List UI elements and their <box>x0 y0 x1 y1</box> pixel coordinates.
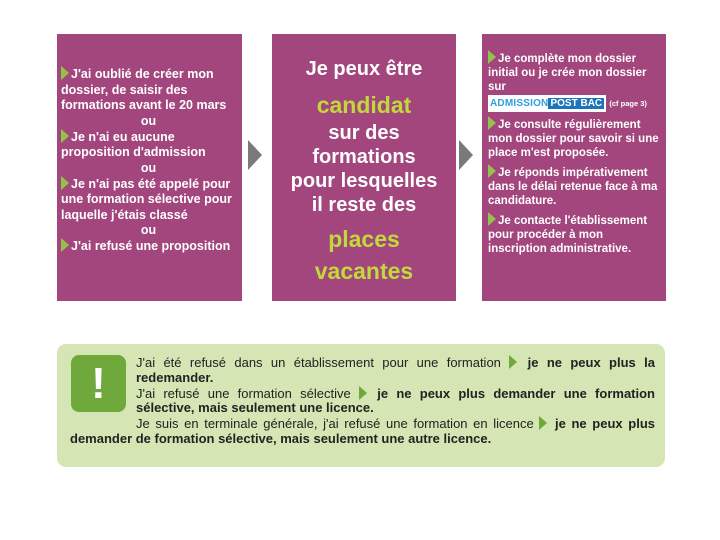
arrow-bullet-icon <box>61 176 69 190</box>
or-separator: ou <box>140 113 157 128</box>
arrow-bullet-icon <box>488 116 496 130</box>
note-sentence: J'ai refusé une formation sélective <box>136 385 351 401</box>
arrow-bullet-icon <box>61 66 69 80</box>
arrow-bullet-icon <box>359 386 367 400</box>
note-consequence: je ne peux plus la redemander. <box>136 355 655 385</box>
statement-highlight: places <box>328 226 400 252</box>
statement-highlight: candidat <box>316 92 412 118</box>
action-item: Je complète mon dossier initial ou je crée mon dossier sur ADMISSION POST BAC (cf page 3) <box>488 50 662 112</box>
statement-line: Je peux être <box>305 58 423 80</box>
statement-panel <box>272 34 456 301</box>
or-separator: ou <box>140 160 157 175</box>
statement-line: il reste des <box>311 194 417 216</box>
action-item: Je réponds impérativement dans le délai retenue face à ma candidature. <box>488 164 662 208</box>
note-consequence: je ne peux plus demander de formation sélective, mais seulement une autre licence. <box>70 416 655 446</box>
situations-panel <box>57 34 242 301</box>
arrow-bullet-icon <box>488 164 496 178</box>
note-sentence: J'ai été refusé dans un établissement pour une formation <box>136 355 501 370</box>
warning-note-text <box>70 355 655 447</box>
situation-item: Je n'ai eu aucune proposition d'admission <box>61 129 206 159</box>
situation-item: Je n'ai pas été appelé pour une formation sélective pour laquelle j'étais classé <box>61 176 232 222</box>
arrow-bullet-icon <box>61 238 69 252</box>
admission-postbac-logo: ADMISSION POST BAC <box>488 95 606 112</box>
arrow-bullet-icon <box>509 355 517 369</box>
right-arrow-icon <box>459 140 473 170</box>
action-item: Je contacte l'établissement pour procéder à mon inscription administrative. <box>488 212 662 256</box>
actions-panel <box>482 34 666 301</box>
arrow-bullet-icon <box>488 212 496 226</box>
right-arrow-icon <box>248 140 262 170</box>
situation-item: J'ai refusé une proposition <box>61 238 236 255</box>
arrow-bullet-icon <box>488 50 496 64</box>
arrow-bullet-icon <box>61 129 69 143</box>
statement-line: pour lesquelles <box>290 170 438 192</box>
note-sentence: Je suis en terminale générale, j'ai refusé une formation en licence <box>136 416 534 432</box>
exclamation-icon: ! <box>71 355 126 412</box>
statement-line: sur des <box>328 122 400 144</box>
situation-item: J'ai oublié de créer mon dossier, de saisir des formations avant le 20 mars <box>61 67 227 112</box>
or-separator: ou <box>140 223 157 237</box>
action-item: Je consulte régulièrement mon dossier pour savoir si une place m'est proposée. <box>488 116 662 160</box>
arrow-bullet-icon <box>539 416 547 430</box>
statement-line: formations <box>312 146 416 168</box>
note-consequence: je ne peux plus demander une formation sélective, mais seulement une licence. <box>136 385 656 416</box>
statement-highlight: vacantes <box>314 258 414 284</box>
page-reference: (cf page 3) <box>609 99 647 108</box>
